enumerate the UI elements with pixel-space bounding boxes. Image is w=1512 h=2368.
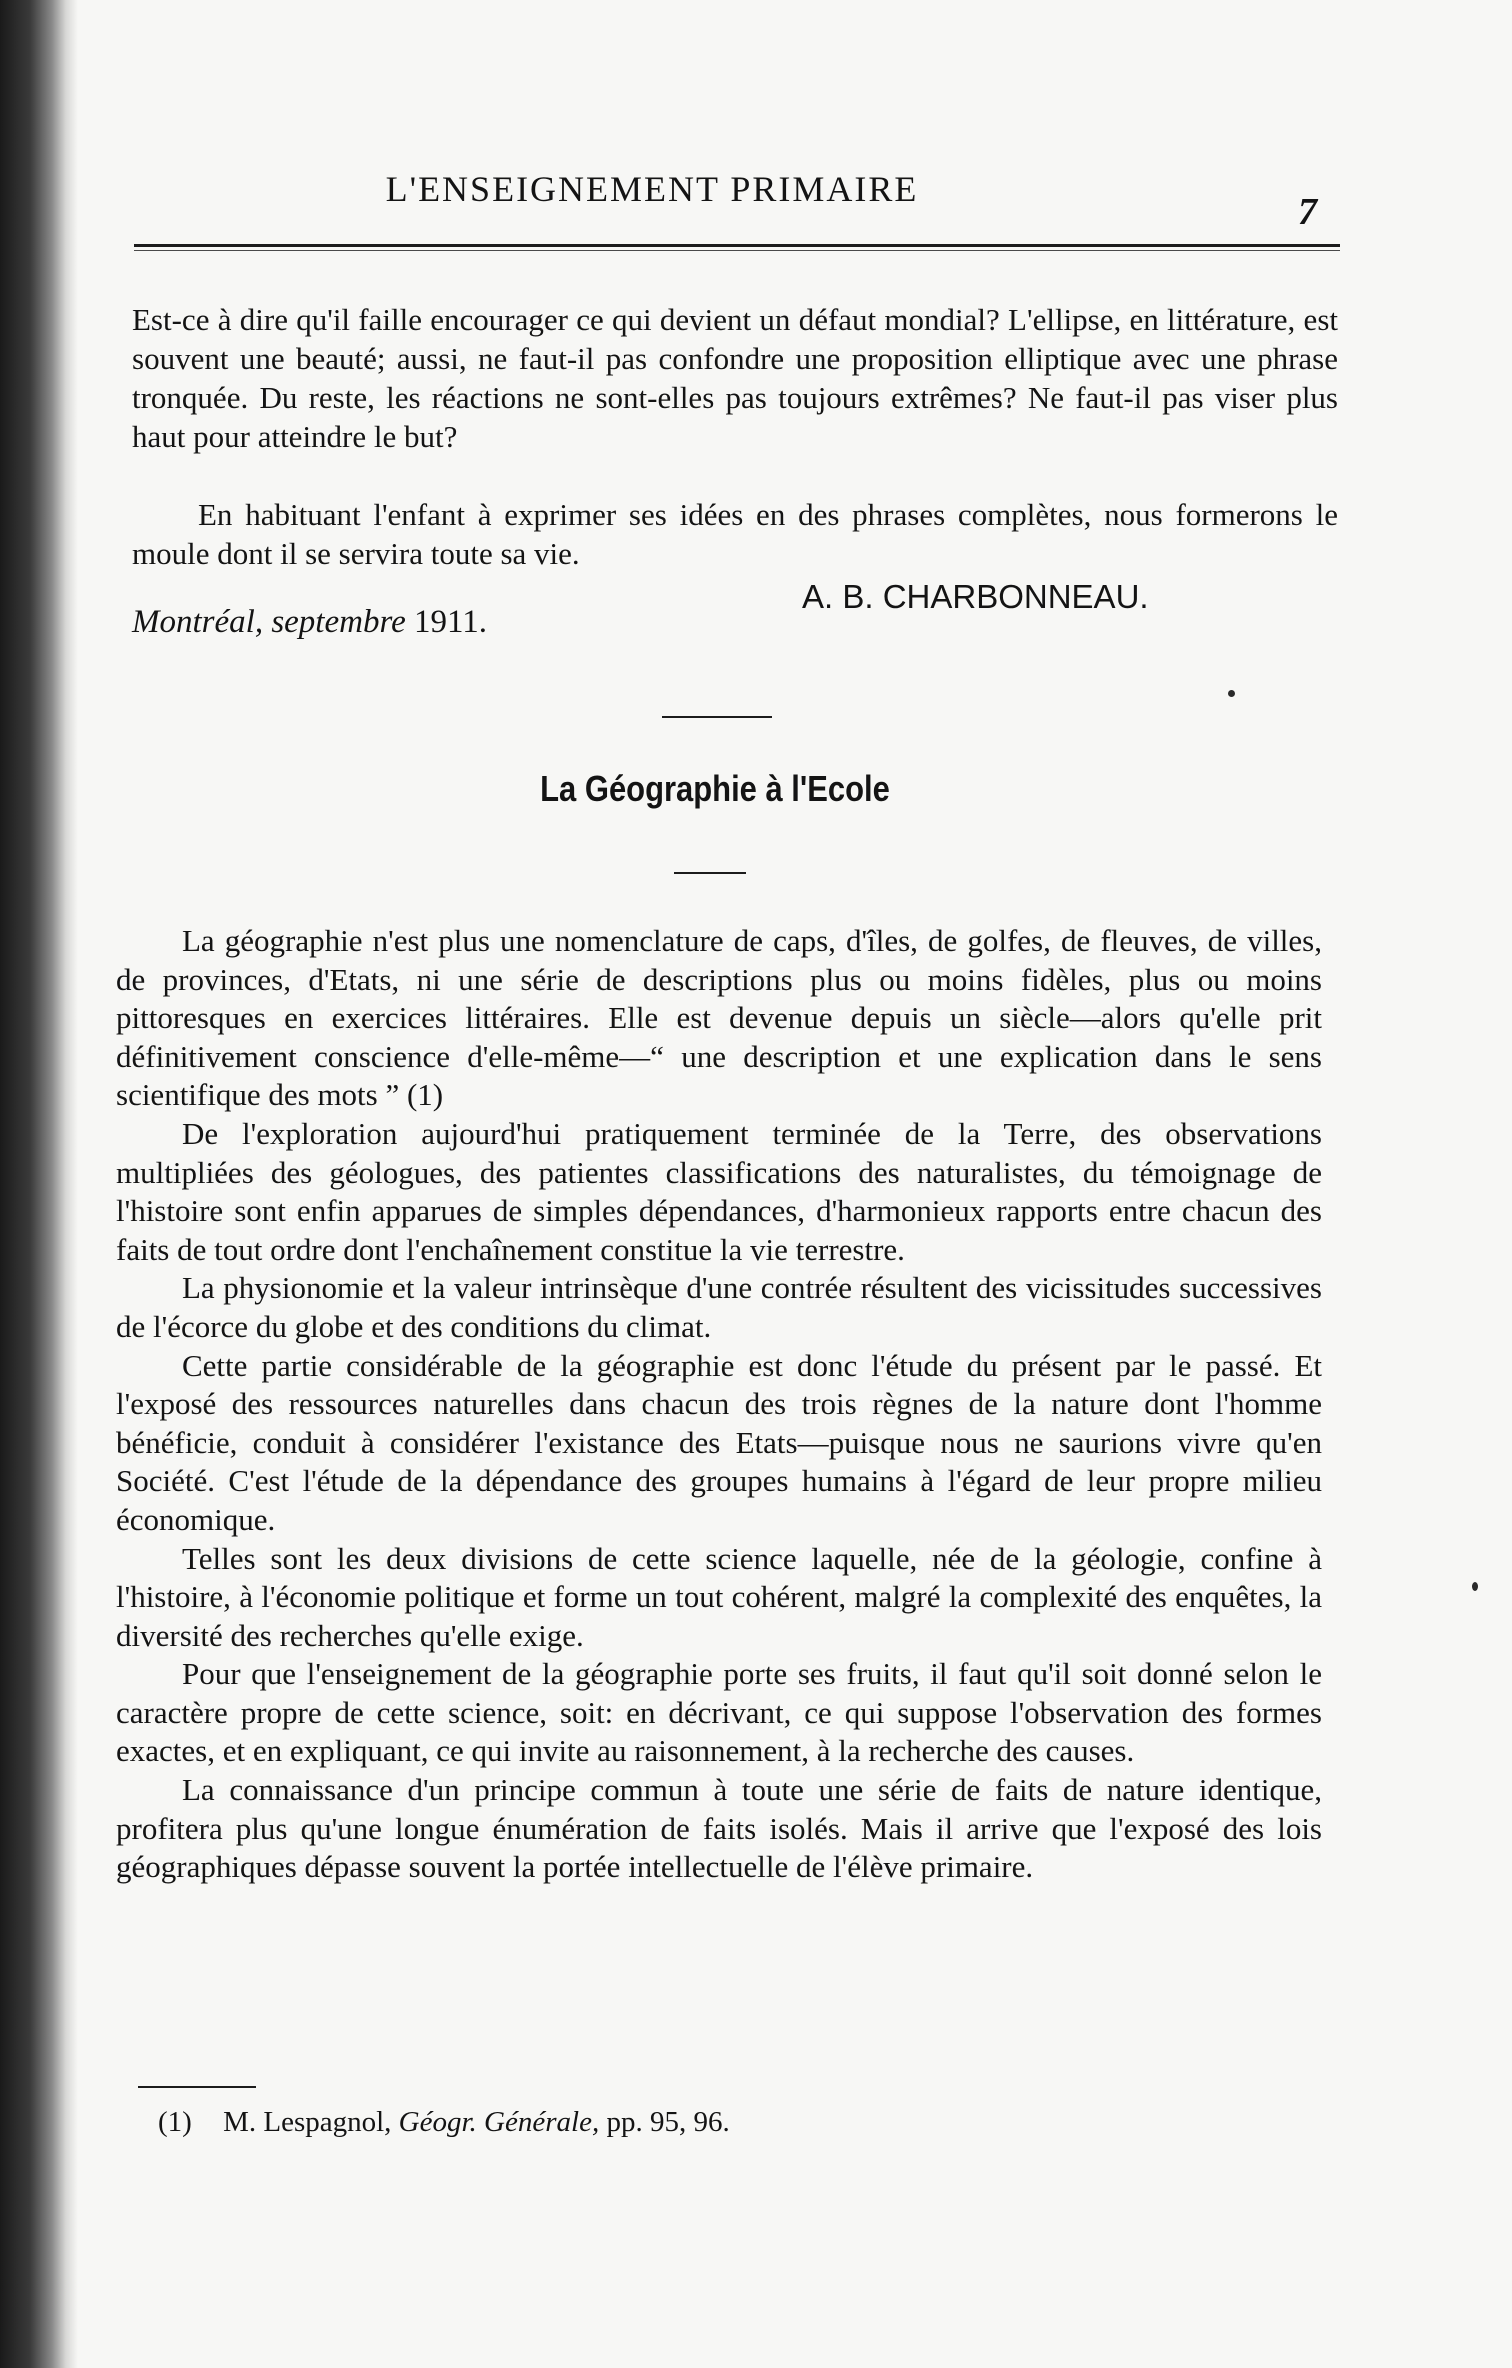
place-date — [132, 604, 487, 641]
scan-speck — [1472, 1582, 1478, 1591]
article-paragraph: De l'exploration aujourd'hui pratiquement terminée de la Terre, des observations multipliées des géologues, des patientes classifications des naturalistes, du témoignage de l'histoire sont enfin apparues de simples dépendances, d'harmonieux rapports entre chacun des faits de tout ordre dont l'enchaînement constitue la vie terrestre. — [116, 1115, 1322, 1267]
title-rule-top — [662, 716, 772, 718]
footnote-pages: pp. 95, 96. — [606, 2106, 730, 2138]
article-paragraph: Pour que l'enseignement de la géographie porte ses fruits, il faut qu'il soit donné selon le caractère propre de cette science, soit: en décrivant, ce qui suppose l'observation des formes exactes, et en expliquant, ce qui invite au raisonnement, à la recherche des causes. — [116, 1656, 1322, 1769]
article-paragraph: Cette partie considérable de la géographie est donc l'étude du présent par le passé. Et l'exposé des ressources naturelles dans chacun des trois règnes de la nature dont l'homme bénéficie, conduit à considérer l'existance des Etats—puisque nous ne saurions vivre qu'en Société. C'est l'étude de la dépendance des groupes humains à l'égard de leur propre milieu économique. — [116, 1347, 1322, 1537]
author-signature: A. B. CHARBONNEAU. — [802, 578, 1149, 615]
previous-article-paragraph: En habituant l'enfant à exprimer ses idées en des phrases complètes, nous formerons le moule dont il se servira toute sa vie. — [132, 497, 1338, 571]
footnote — [158, 2106, 730, 2139]
page-number: 7 — [1298, 191, 1317, 233]
article-title: La Géographie à l'Ecole — [540, 768, 890, 809]
header-rule — [134, 244, 1340, 251]
footnote-mark: (1) — [158, 2106, 192, 2138]
scan-binding-edge — [0, 0, 78, 2368]
footnote-rule — [138, 2086, 256, 2088]
place-date-place: Montréal, septembre — [132, 604, 406, 640]
footnote-work: Géogr. Générale, — [398, 2106, 600, 2138]
article-paragraph: La connaissance d'un principe commun à toute une série de faits de nature identique, profitera plus qu'une longue énumération de faits isolés. Mais il arrive que l'exposé des lois géographiques dépasse souvent la portée intellectuelle de l'élève primaire. — [116, 1772, 1322, 1885]
footnote-author: M. Lespagnol, — [223, 2106, 392, 2138]
article-paragraph: Telles sont les deux divisions de cette science laquelle, née de la géologie, confine à l'histoire, à l'économie politique et forme un tout cohérent, malgré la complexité des enquêtes, la diversité des recherches qu'elle exige. — [116, 1540, 1322, 1653]
article-paragraph: La géographie n'est plus une nomenclature de caps, d'îles, de golfes, de fleuves, de villes, de provinces, d'Etats, ni une série de descriptions plus ou moins fidèles, plus ou moins pittoresques en exercices littéraires. Elle est devenue depuis un siècle—alors qu'elle prit définitivement conscience d'elle-même—“ une description et une explication dans le sens scientifique des mots ” (1) — [116, 923, 1322, 1113]
scan-speck — [1228, 690, 1235, 697]
previous-article-paragraph: Est-ce à dire qu'il faille encourager ce qui devient un défaut mondial? L'ellipse, en littérature, est souvent une beauté; aussi, ne faut-il pas confondre une proposition elliptique avec une phrase tronquée. Du reste, les réactions ne sont-elles pas toujours extrêmes? Ne faut-il pas viser plus haut pour atteindre le but? — [132, 302, 1338, 454]
article-paragraph: La physionomie et la valeur intrinsèque d'une contrée résultent des vicissitudes successives de l'écorce du globe et des conditions du climat. — [116, 1270, 1322, 1344]
book-page — [112, 0, 1338, 2368]
running-head: L'ENSEIGNEMENT PRIMAIRE — [385, 169, 919, 209]
article-body — [112, 922, 1332, 1887]
place-date-year: 1911. — [413, 604, 487, 640]
title-rule-bottom — [674, 872, 746, 874]
